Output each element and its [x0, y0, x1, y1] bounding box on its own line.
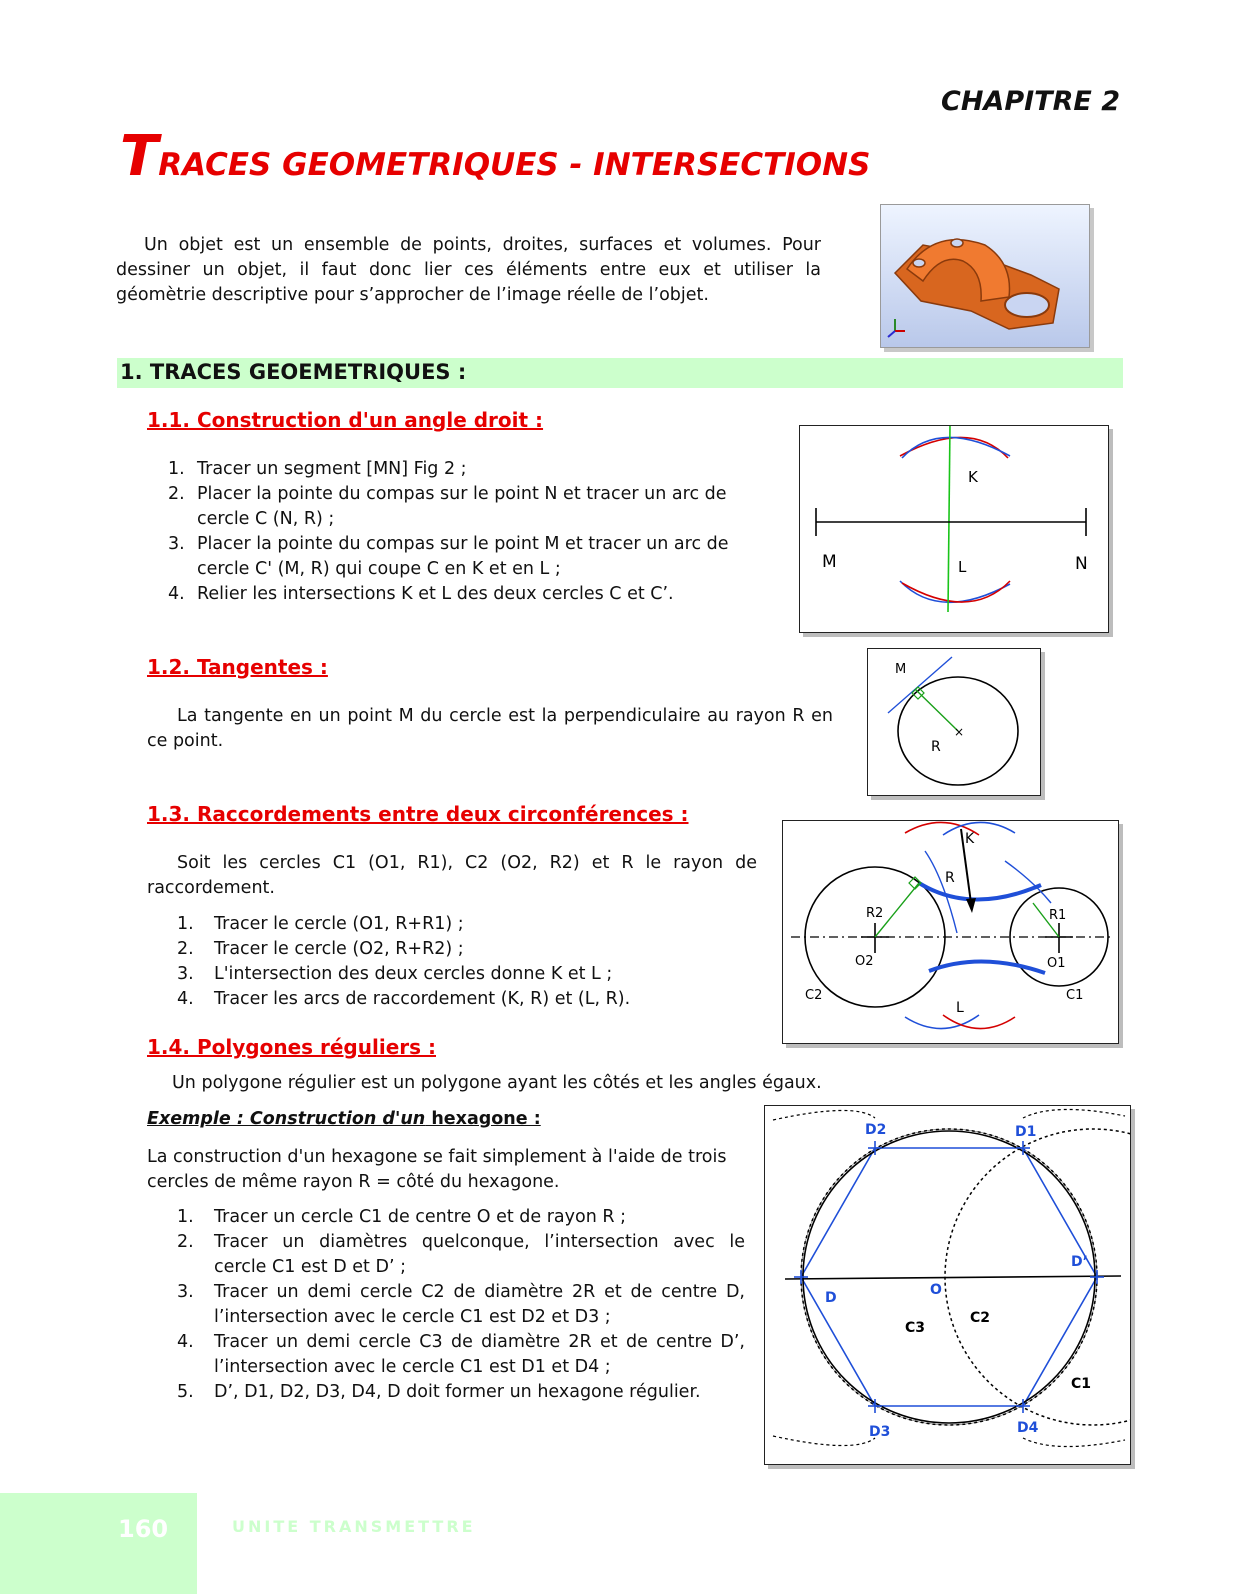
- figure-circle-connection: [782, 820, 1119, 1044]
- fig-label-N: N: [1075, 554, 1088, 574]
- fig-label-C2: C2: [970, 1310, 991, 1326]
- subsection-1-4-title: 1.4. Polygones réguliers :: [147, 1035, 436, 1059]
- list-item: 4. Tracer un demi cercle C3 de diamètre 2R et de centre D’, l’intersection avec le cercle C1 est D1 et D4 ;: [177, 1332, 745, 1377]
- title-initial: T: [120, 124, 159, 189]
- list-item: 3. L'intersection des deux cercles donne K et L ;: [177, 964, 613, 984]
- part-3d-image: [880, 204, 1090, 348]
- fig-label-C1: C1: [1071, 1376, 1092, 1392]
- fig-label-R: R: [945, 870, 955, 886]
- fig-label-L: L: [956, 1000, 964, 1016]
- tangent-paragraph: La tangente en un point M du cercle est la perpendiculaire au rayon R en ce point.: [147, 706, 833, 751]
- list-item: 1. Tracer un cercle C1 de centre O et de rayon R ;: [177, 1207, 626, 1227]
- fig-label-R1: R1: [1049, 908, 1067, 923]
- fig-label-Dprime: D’: [1071, 1254, 1088, 1270]
- polygon-paragraph: Un polygone régulier est un polygone ayant les côtés et les angles égaux.: [172, 1073, 822, 1093]
- list-item: 2. Tracer le cercle (O2, R+R2) ;: [177, 939, 464, 959]
- list-item: 3. Tracer un demi cercle C2 de diamètre 2R et de centre D, l’intersection avec le cercle C1 est D2 et D3 ;: [177, 1282, 745, 1327]
- angle-steps-list: [168, 457, 772, 607]
- list-item: 4. Tracer les arcs de raccordement (K, R) et (L, R).: [177, 989, 631, 1009]
- page-title: [120, 124, 870, 189]
- fig-label-C3: C3: [905, 1320, 926, 1336]
- fig-label-M: M: [822, 552, 837, 572]
- fig-label-M: M: [895, 662, 907, 677]
- fig-label-O2: O2: [855, 954, 874, 969]
- subsection-1-1-title: 1.1. Construction d'un angle droit :: [147, 408, 544, 432]
- subsection-1-3-title: 1.3. Raccordements entre deux circonférences :: [147, 802, 689, 826]
- fig-label-R: R: [931, 739, 941, 755]
- fig-label-O1: O1: [1047, 956, 1066, 971]
- list-item: 5. D’, D1, D2, D3, D4, D doit former un hexagone régulier.: [177, 1382, 701, 1402]
- fig-label-O: O: [930, 1282, 942, 1298]
- chapter-label: CHAPITRE 2: [941, 86, 1120, 117]
- fig-label-C2: C2: [805, 988, 823, 1003]
- fig-label-R2: R2: [866, 906, 884, 921]
- list-item: 3. Placer la pointe du compas sur le point M et tracer un arc de cercle C' (M, R) qui coupe C en K et en L ;: [168, 534, 729, 579]
- title-rest: RACES GEOMETRIQUES - INTERSECTIONS: [158, 147, 871, 183]
- connection-paragraph: Soit les cercles C1 (O1, R1), C2 (O2, R2) et R le rayon de raccordement.: [147, 853, 757, 898]
- fig-label-D1: D1: [1015, 1124, 1037, 1140]
- intro-paragraph: Un objet est un ensemble de points, droites, surfaces et volumes. Pour dessiner un objet, il faut donc lier ces éléments entre eux et utiliser la géomètrie descriptive pour s’approcher de l’image réelle de l’objet.: [116, 235, 821, 305]
- example-title: Exemple : Construction d'un hexagone :: [147, 1109, 541, 1129]
- footer-label: UNITE TRANSMETTRE: [232, 1517, 476, 1536]
- fig-label-D: D: [825, 1290, 837, 1306]
- list-item: 4. Relier les intersections K et L des deux cercles C et C’.: [168, 584, 674, 604]
- connection-steps-list: [177, 912, 769, 1012]
- fig-label-D4: D4: [1017, 1420, 1039, 1436]
- figure-hexagon: [764, 1105, 1131, 1465]
- svg-text:×: ×: [954, 725, 965, 739]
- fig-label-D2: D2: [865, 1122, 887, 1138]
- fig-label-D3: D3: [869, 1424, 891, 1440]
- fig-label-K: K: [965, 831, 975, 847]
- list-item: 1. Tracer un segment [MN] Fig 2 ;: [168, 459, 467, 479]
- hexagon-steps-list: [177, 1205, 745, 1405]
- figure-tangent: [867, 648, 1041, 796]
- figure-right-angle: [799, 425, 1109, 633]
- subsection-1-2-title: 1.2. Tangentes :: [147, 655, 328, 679]
- list-item: 1. Tracer le cercle (O1, R+R1) ;: [177, 914, 464, 934]
- list-item: 2. Tracer un diamètres quelconque, l’intersection avec le cercle C1 est D et D’ ;: [177, 1232, 745, 1277]
- page-number: 160: [118, 1515, 169, 1543]
- footer-page-box: [0, 1493, 197, 1594]
- fig-label-L: L: [958, 558, 967, 576]
- hexagon-intro-paragraph: La construction d'un hexagone se fait simplement à l'aide de trois cercles de même rayon R = côté du hexagone.: [147, 1147, 727, 1192]
- list-item: 2. Placer la pointe du compas sur le point N et tracer un arc de cercle C (N, R) ;: [168, 484, 727, 529]
- fig-label-C1: C1: [1066, 988, 1084, 1003]
- section-title: 1. TRACES GEOEMETRIQUES :: [120, 360, 467, 384]
- fig-label-K: K: [968, 468, 978, 486]
